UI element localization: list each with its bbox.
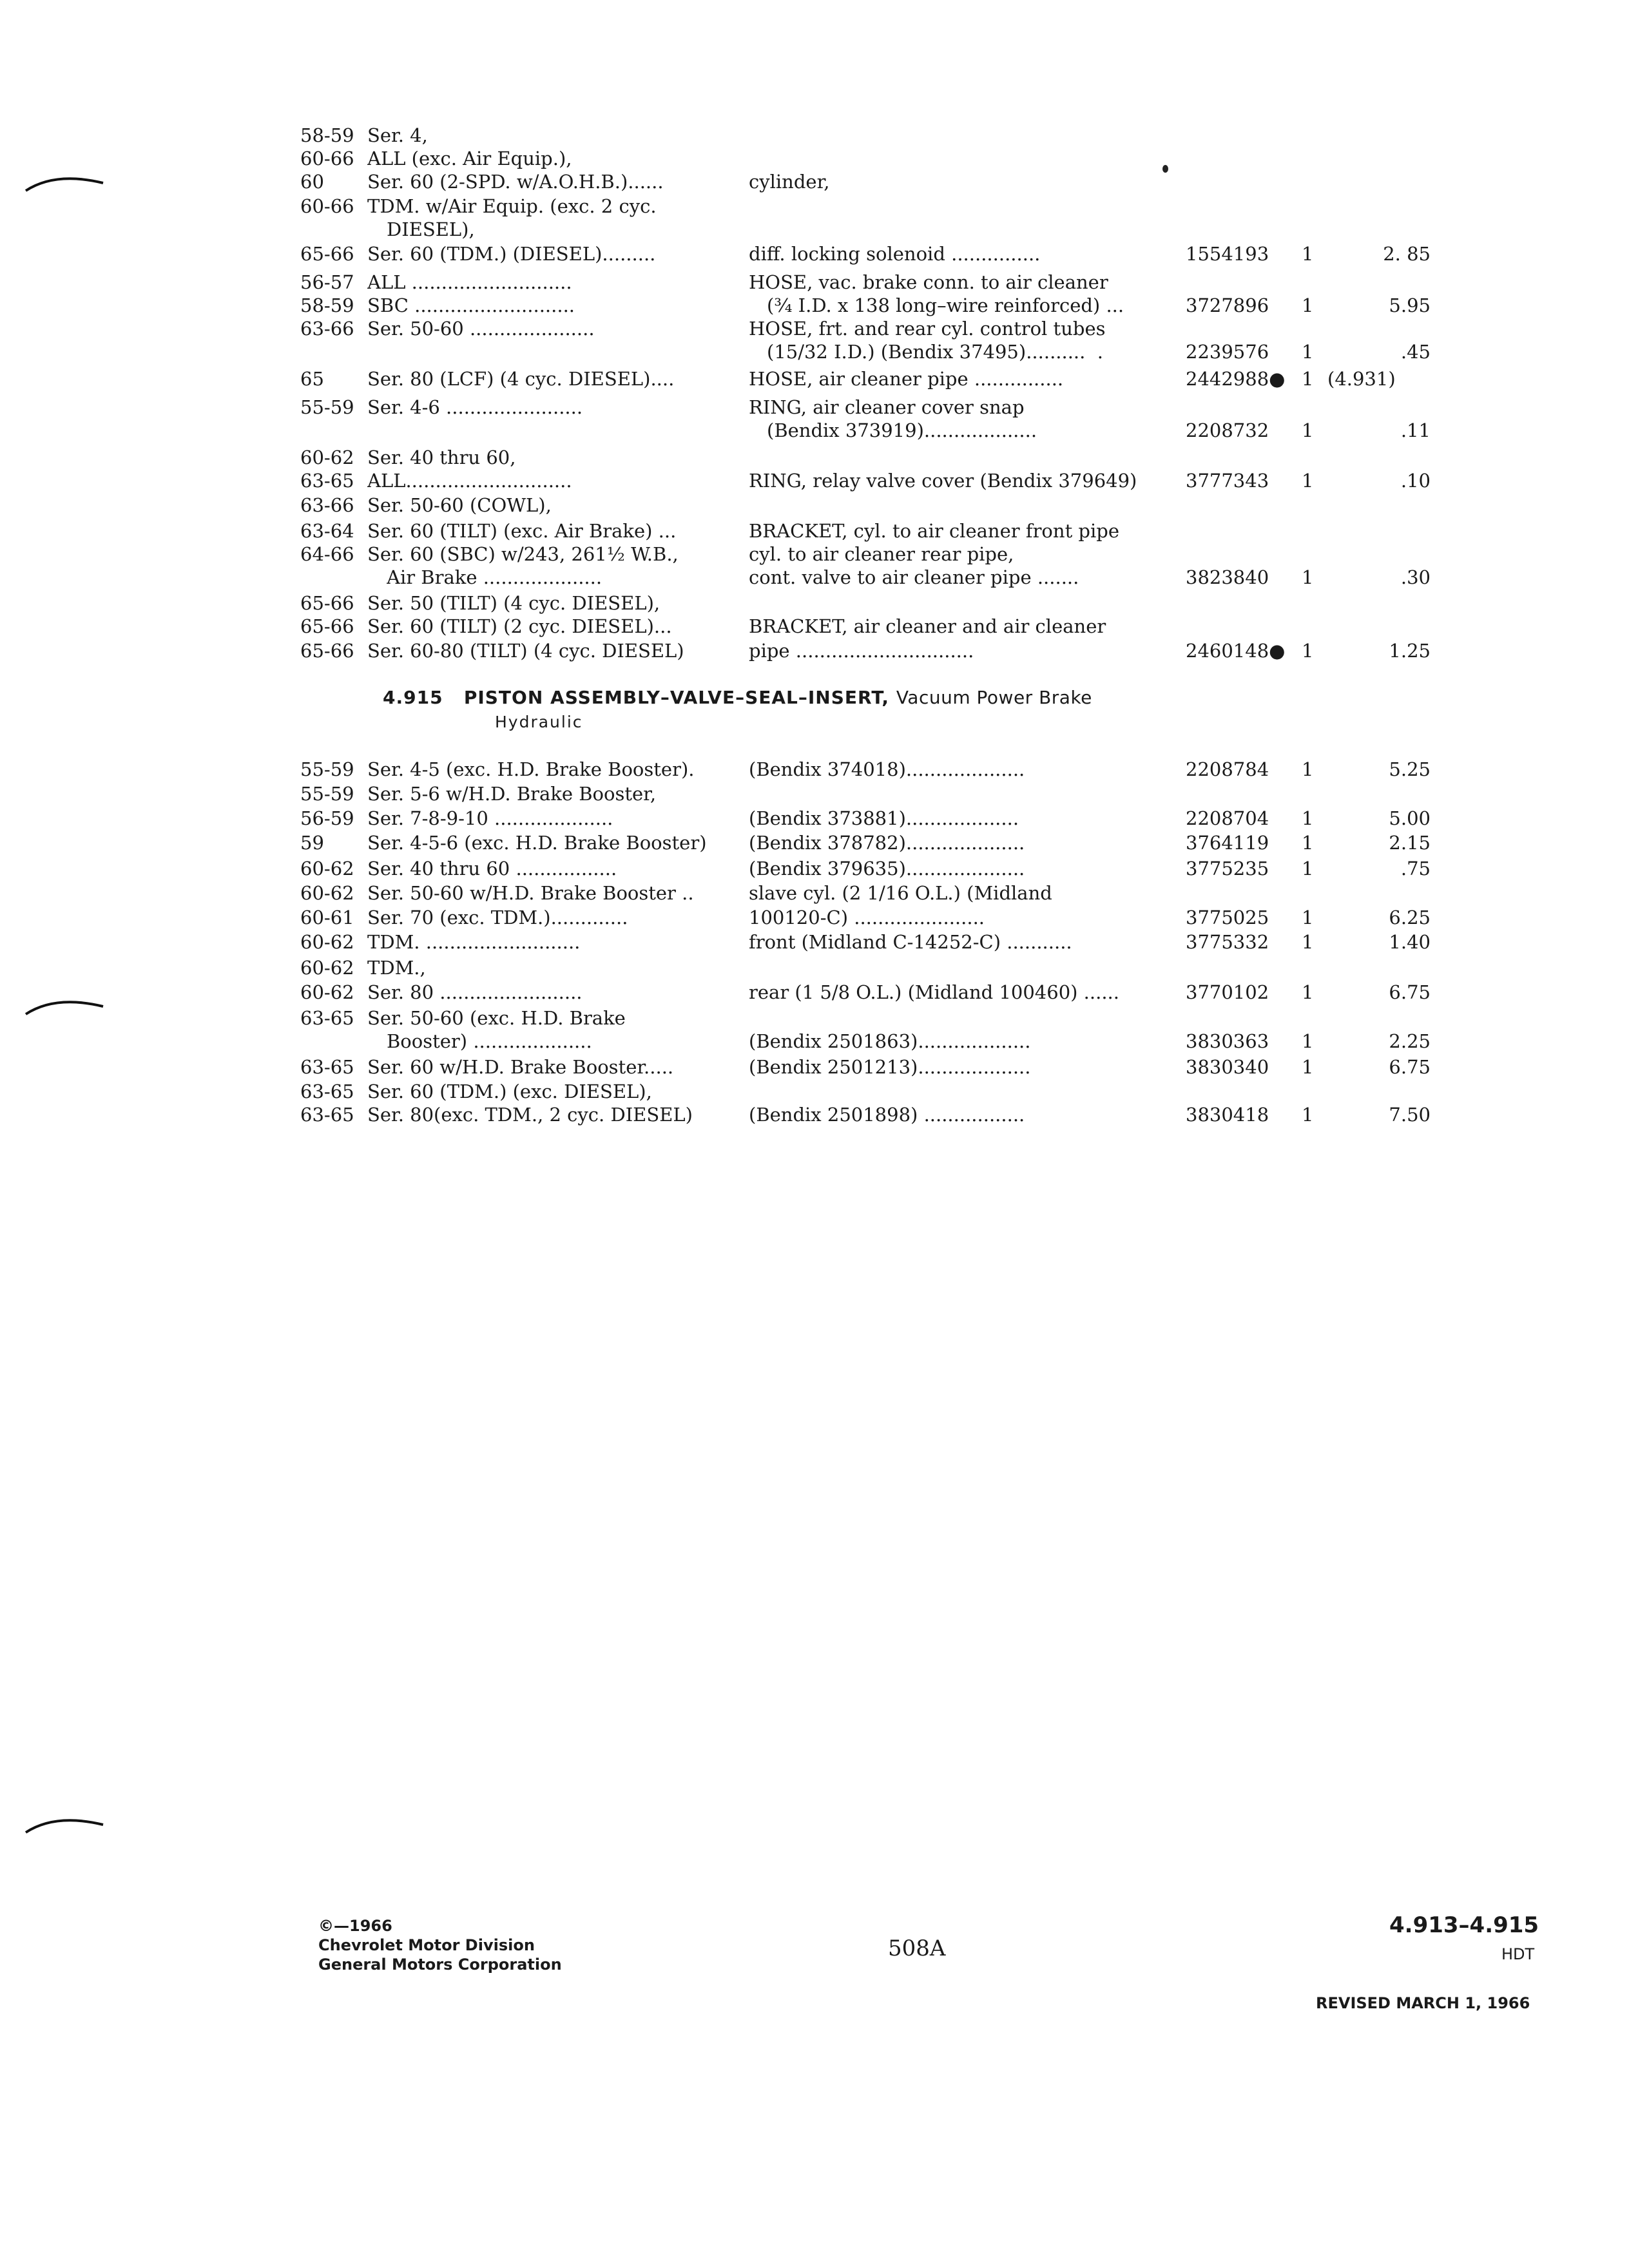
cell-ds: (15/32 I.D.) (Bendix 37495).......... . [767, 341, 1104, 363]
cell-pn: 3830363 [1186, 1030, 1269, 1052]
cell-pr: .45 [1400, 341, 1431, 363]
cell-yr: 63-64 [300, 520, 354, 542]
cell-yr: 65-66 [300, 592, 354, 614]
cell-pn: 3775332 [1186, 931, 1269, 953]
cell-ds: rear (1 5/8 O.L.) (Midland 100460) ...... [749, 981, 1119, 1003]
cell-yr: 65-66 [300, 615, 354, 637]
cell-yr: 63-66 [300, 318, 354, 340]
cell-ds: HOSE, frt. and rear cyl. control tubes [749, 318, 1106, 340]
revised-date: REVISED MARCH 1, 1966 [1316, 1994, 1530, 2012]
cell-yr: 59 [300, 832, 324, 854]
section-subtitle: Hydraulic [495, 713, 583, 731]
cell-qt: 1 [1302, 243, 1314, 265]
cell-pr: 6.75 [1389, 1056, 1431, 1078]
cell-ds: cyl. to air cleaner rear pipe, [749, 543, 1014, 565]
cell-ds: (Bendix 2501898) ................. [749, 1104, 1025, 1126]
footer-code: HDT [1501, 1945, 1535, 1963]
cell-qt: 1 [1302, 1056, 1314, 1078]
cell-ds: 100120-C) ...................... [749, 907, 985, 928]
cell-ap: Ser. 80(exc. TDM., 2 cyc. DIESEL) [367, 1104, 693, 1126]
cell-ds: BRACKET, air cleaner and air cleaner [749, 615, 1106, 637]
cell-pr: 2.15 [1389, 832, 1431, 854]
cell-ds: (Bendix 373881)................... [749, 807, 1019, 829]
cell-ap: Ser. 4-6 ....................... [367, 396, 583, 418]
cell-qt: 1 [1302, 931, 1314, 953]
cell-ap: Ser. 60 w/H.D. Brake Booster..... [367, 1056, 674, 1078]
cell-ds: HOSE, vac. brake conn. to air cleaner [749, 271, 1108, 293]
cell-yr: 56-57 [300, 271, 354, 293]
footer-corporation: General Motors Corporation [318, 1956, 562, 1974]
cell-pr: 1.40 [1389, 931, 1431, 953]
cell-ap: Air Brake .................... [387, 566, 602, 588]
cell-yr: 64-66 [300, 543, 354, 565]
cell-pr: 1.25 [1389, 640, 1431, 662]
cell-ap: Ser. 40 thru 60 ................. [367, 858, 617, 879]
cell-pn: 2208784 [1186, 758, 1269, 780]
cell-yr: 63-65 [300, 1104, 354, 1126]
cell-ap: SBC ........................... [367, 294, 575, 316]
cell-ap: Ser. 5-6 w/H.D. Brake Booster, [367, 783, 657, 805]
cell-ap: Ser. 50-60 w/H.D. Brake Booster .. [367, 882, 694, 904]
cell-qt: 1 [1302, 981, 1314, 1003]
cell-ds: (Bendix 379635).................... [749, 858, 1025, 879]
cell-yr: 63-66 [300, 494, 354, 516]
cell-qt: 1 [1302, 907, 1314, 928]
cell-pr: 5.00 [1389, 807, 1431, 829]
cell-pr: (4.931) [1327, 368, 1396, 390]
cell-pn: 2208732 [1186, 419, 1269, 441]
cell-yr: 58-59 [300, 294, 354, 316]
cell-ap: Booster) .................... [387, 1030, 592, 1052]
cell-yr: 60 [300, 171, 324, 193]
cell-ds: (Bendix 373919)................... [767, 419, 1037, 441]
cell-ds: (Bendix 2501863)................... [749, 1030, 1031, 1052]
cell-pn: 2208704 [1186, 807, 1269, 829]
cell-ds: front (Midland C-14252-C) ........... [749, 931, 1072, 953]
cell-ds: slave cyl. (2 1/16 O.L.) (Midland [749, 882, 1052, 904]
cell-qt: 1 [1302, 758, 1314, 780]
cell-qt: 1 [1302, 294, 1314, 316]
cell-ap: Ser. 50-60 ..................... [367, 318, 595, 340]
cell-yr: 63-65 [300, 1007, 354, 1029]
cell-qt: 1 [1302, 858, 1314, 879]
cell-ds: diff. locking solenoid ............... [749, 243, 1041, 265]
cell-qt: 1 [1302, 640, 1314, 662]
cell-ds: BRACKET, cyl. to air cleaner front pipe [749, 520, 1120, 542]
cell-yr: 65-66 [300, 243, 354, 265]
cell-ds: (Bendix 2501213)................... [749, 1056, 1031, 1078]
section-range: 4.913–4.915 [1389, 1912, 1539, 1938]
cell-pn: 3770102 [1186, 981, 1269, 1003]
cell-qt: 1 [1302, 566, 1314, 588]
cell-ap: Ser. 60 (TILT) (exc. Air Brake) ... [367, 520, 677, 542]
cell-ds: (¾ I.D. x 138 long–wire reinforced) ... [767, 294, 1124, 316]
cell-pr: .10 [1400, 470, 1431, 492]
cell-ap: TDM. .......................... [367, 931, 581, 953]
cell-pr: .11 [1400, 419, 1431, 441]
cell-ap: Ser. 4, [367, 124, 428, 146]
cell-ap: Ser. 80 ........................ [367, 981, 583, 1003]
cell-pn: 2460148● [1186, 640, 1286, 662]
cell-ap: Ser. 50-60 (exc. H.D. Brake [367, 1007, 626, 1029]
cell-qt: 1 [1302, 470, 1314, 492]
cell-pn: 3777343 [1186, 470, 1269, 492]
cell-pr: 5.95 [1389, 294, 1431, 316]
cell-pr: 7.50 [1389, 1104, 1431, 1126]
cell-yr: 60-62 [300, 931, 354, 953]
cell-yr: 60-62 [300, 957, 354, 979]
cell-yr: 60-66 [300, 148, 354, 169]
cell-yr: 63-65 [300, 1081, 354, 1102]
cell-yr: 65 [300, 368, 324, 390]
cell-qt: 1 [1302, 832, 1314, 854]
cell-pn: 3830340 [1186, 1056, 1269, 1078]
cell-yr: 63-65 [300, 470, 354, 492]
cell-ds: cylinder, [749, 171, 830, 193]
cell-pn: 3727896 [1186, 294, 1269, 316]
cell-pr: 6.25 [1389, 907, 1431, 928]
cell-ap: Ser. 60 (2-SPD. w/A.O.H.B.)...... [367, 171, 664, 193]
cell-pn: 3775235 [1186, 858, 1269, 879]
cell-ap: Ser. 60 (SBC) w/243, 261½ W.B., [367, 543, 679, 565]
cell-pn: 1554193 [1186, 243, 1269, 265]
cell-ap: ALL ........................... [367, 271, 572, 293]
cell-ap: Ser. 60 (TDM.) (exc. DIESEL), [367, 1081, 652, 1102]
cell-qt: 1 [1302, 807, 1314, 829]
cell-ap: Ser. 4-5-6 (exc. H.D. Brake Booster) [367, 832, 707, 854]
cell-yr: 60-61 [300, 907, 354, 928]
cell-qt: 1 [1302, 368, 1314, 390]
cell-ap: Ser. 60 (TILT) (2 cyc. DIESEL)... [367, 615, 672, 637]
cell-ap: Ser. 50 (TILT) (4 cyc. DIESEL), [367, 592, 660, 614]
section-heading: 4.915 PISTON ASSEMBLY–VALVE–SEAL–INSERT, Vacuum Power Brake [383, 687, 1092, 708]
cell-ap: TDM., [367, 957, 426, 979]
cell-pn: 3830418 [1186, 1104, 1269, 1126]
cell-yr: 58-59 [300, 124, 354, 146]
cell-yr: 60-62 [300, 981, 354, 1003]
punch-hole-mark-1 [23, 169, 106, 195]
cell-yr: 55-59 [300, 783, 354, 805]
page-number: 508A [888, 1936, 946, 1961]
cell-ds: RING, relay valve cover (Bendix 379649) [749, 470, 1137, 492]
cell-yr: 55-59 [300, 396, 354, 418]
cell-ds: cont. valve to air cleaner pipe ....... [749, 566, 1079, 588]
cell-pn: 3775025 [1186, 907, 1269, 928]
cell-pr: 2.25 [1389, 1030, 1431, 1052]
footer-division: Chevrolet Motor Division [318, 1936, 535, 1954]
cell-qt: 1 [1302, 1104, 1314, 1126]
cell-ds: (Bendix 374018).................... [749, 758, 1025, 780]
cell-ap: Ser. 70 (exc. TDM.)............. [367, 907, 628, 928]
cell-pr: 6.75 [1389, 981, 1431, 1003]
cell-ap: TDM. w/Air Equip. (exc. 2 cyc. [367, 195, 657, 217]
cell-ds: (Bendix 378782).................... [749, 832, 1025, 854]
cell-pr: .75 [1400, 858, 1431, 879]
cell-qt: 1 [1302, 341, 1314, 363]
cell-ap: Ser. 4-5 (exc. H.D. Brake Booster). [367, 758, 695, 780]
cell-qt: 1 [1302, 1030, 1314, 1052]
cell-yr: 55-59 [300, 758, 354, 780]
cell-yr: 60-62 [300, 447, 354, 468]
cell-yr: 60-62 [300, 882, 354, 904]
cell-qt: 1 [1302, 419, 1314, 441]
punch-hole-mark-3 [23, 1811, 106, 1836]
cell-ds: RING, air cleaner cover snap [749, 396, 1025, 418]
cell-yr: 63-65 [300, 1056, 354, 1078]
cell-ap: DIESEL), [387, 218, 475, 240]
cell-ap: ALL (exc. Air Equip.), [367, 148, 572, 169]
cell-pr: 5.25 [1389, 758, 1431, 780]
cell-ap: Ser. 80 (LCF) (4 cyc. DIESEL).... [367, 368, 675, 390]
cell-ap: Ser. 60-80 (TILT) (4 cyc. DIESEL) [367, 640, 684, 662]
cell-ds: pipe .............................. [749, 640, 974, 662]
cell-yr: 56-59 [300, 807, 354, 829]
cell-pn: 3764119 [1186, 832, 1269, 854]
cell-yr: 65-66 [300, 640, 354, 662]
cell-pn: 3823840 [1186, 566, 1269, 588]
cell-pn: 2239576 [1186, 341, 1269, 363]
cell-yr: 60-62 [300, 858, 354, 879]
cell-ap: Ser. 60 (TDM.) (DIESEL)......... [367, 243, 656, 265]
footer-copyright: ©—1966 [318, 1917, 392, 1935]
punch-hole-mark-2 [23, 992, 106, 1018]
cell-ap: Ser. 50-60 (COWL), [367, 494, 552, 516]
cell-ap: Ser. 40 thru 60, [367, 447, 516, 468]
cell-pr: 2. 85 [1383, 243, 1431, 265]
cell-ap: ALL............................ [367, 470, 572, 492]
cell-pr: .30 [1400, 566, 1431, 588]
cell-ap: Ser. 7-8-9-10 .................... [367, 807, 613, 829]
cell-pn: 2442988● [1186, 368, 1286, 390]
cell-ds: HOSE, air cleaner pipe ............... [749, 368, 1064, 390]
cell-yr: 60-66 [300, 195, 354, 217]
